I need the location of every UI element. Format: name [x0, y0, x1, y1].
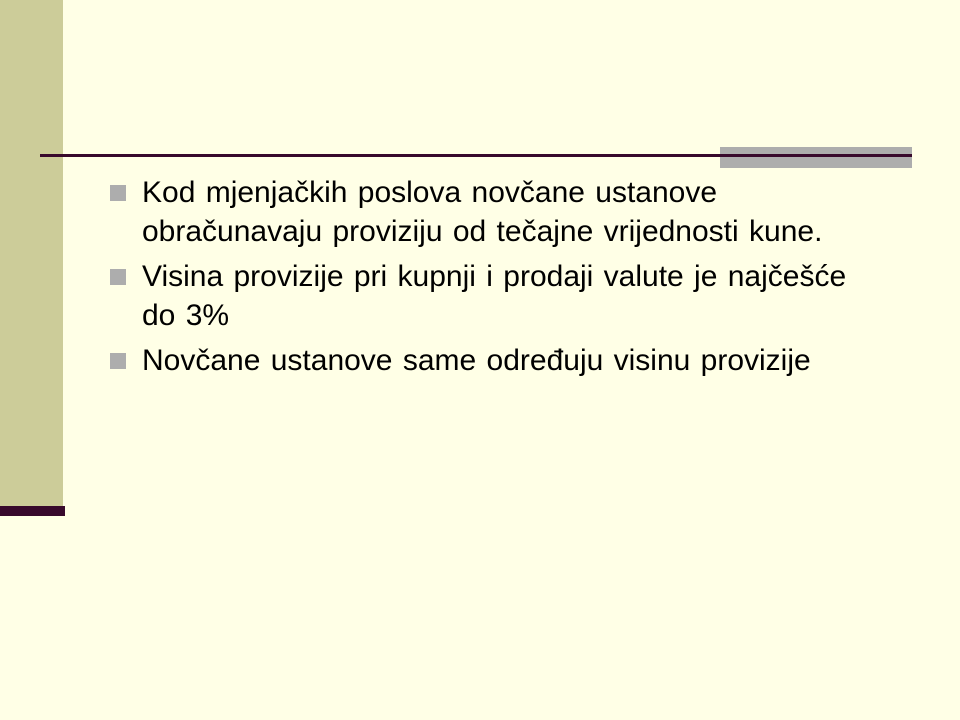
bullet-list [110, 173, 930, 386]
bullet-line: Visina provizije pri kupnji i prodaji valute je najčešće [142, 260, 847, 293]
left-bar-bottom-accent [0, 506, 65, 516]
square-bullet-icon [110, 185, 126, 201]
left-accent-bar [0, 0, 63, 506]
bullet-line: obračunavaju proviziju od tečajne vrijednosti kune. [142, 215, 823, 248]
bullet-item-2 [110, 257, 930, 335]
title-rule-gray-accent [720, 147, 912, 168]
square-bullet-icon [110, 269, 126, 285]
square-bullet-icon [110, 353, 126, 369]
bullet-item-1 [110, 173, 930, 251]
bullet-item-3 [110, 341, 930, 380]
bullet-line: Novčane ustanove same određuju visinu provizije [142, 344, 811, 377]
bullet-item-1-text [142, 173, 822, 251]
bullet-item-2-text [142, 257, 846, 335]
title-rule-line [40, 154, 912, 157]
bullet-item-3-text [142, 341, 811, 380]
bullet-line: do 3% [142, 299, 230, 332]
bullet-line: Kod mjenjačkih poslova novčane ustanove [142, 176, 718, 209]
